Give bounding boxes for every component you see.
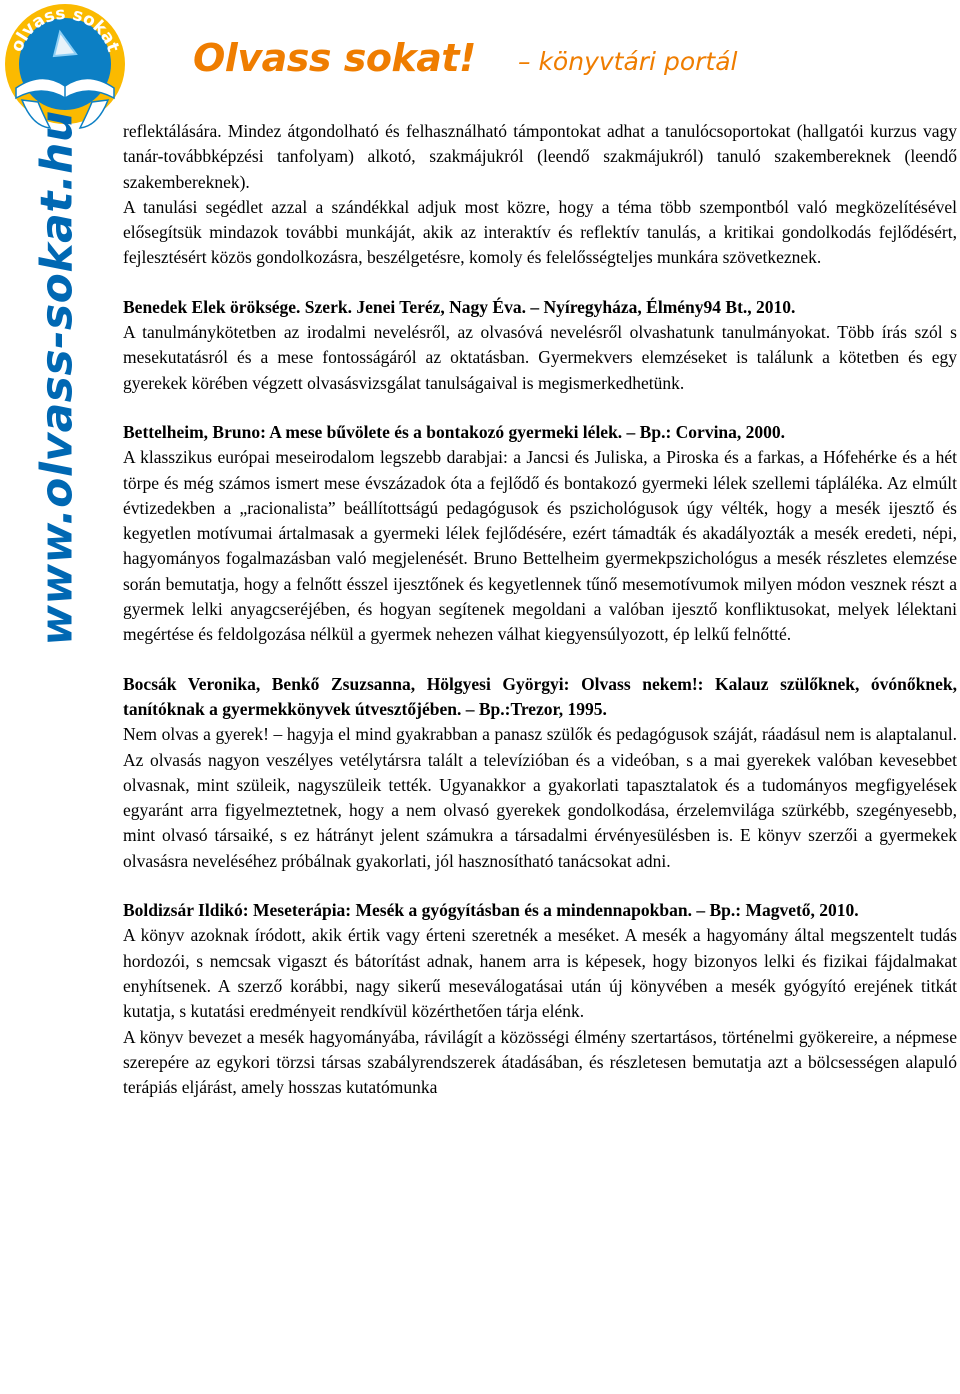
bibliography-entry: Benedek Elek öröksége. Szerk. Jenei Teréz, Nagy Éva. – Nyíregyháza, Élmény94 Bt., 2010. xyxy=(123,296,796,317)
portal-title: Olvass sokat! xyxy=(193,36,476,80)
bibliography-entry: Bettelheim, Bruno: A mese bűvölete és a bontakozó gyermeki lélek. – Bp.: Corvina, 2000. xyxy=(123,421,786,442)
logo-text: olvass sokat xyxy=(7,3,123,55)
document-body xyxy=(123,119,957,1100)
paragraph: A könyv azoknak íródott, akik értik vagy érteni szeretnék a meséket. A mesék a hagyomány által megszentelt tudás hordozói, s nemcsak vigaszt és bátorítást adnak, hanem arra is képesek, hogy bizonyos lelki és fizikai fájdalmakat enyhítsenek. A szerző korábbi, nagy sikerű meseválogatásai után új könyvében a mesék gyógyító erejének titkát kutatja, s kutatási eredményeit rendkívül közérthetően tárja elénk. xyxy=(123,925,957,1022)
bibliography-entry: Boldizsár Ildikó: Meseterápia: Mesék a gyógyításban és a mindennapokban. – Bp.: Magvető, 2010. xyxy=(123,900,859,921)
paragraph: reflektálására. Mindez átgondolható és felhasználható támpontokat adhat a tanulócsoportokat (hallgatói kurzus vagy tanár-továbbképzési tanfolyam) alkotó, szakmájukról (leendő szakmájukról) tanuló szakembereknek (leendő szakembereknek). xyxy=(123,121,957,192)
paragraph: A könyv bevezet a mesék hagyományába, rávilágít a közösségi élmény szertartásos, történelmi gyökereire, a népmese szerepére az egykori törzsi társas szabályrendszerek átadásában, és részletesen bemutatja azt a bölcsességen alapuló terápiás eljárást, amely hosszas kutatómunka xyxy=(123,1026,957,1098)
paragraph: A tanulmánykötetben az irodalmi nevelésről, az olvasóvá nevelésről olvashatunk tanulmányokat. Több írás szól s mesekutatásról és a mese fontosságáról az oktatásban. Gyermekvers elemzéseket is találunk a kötetben és egy gyerekek körében végzett olvasásvizsgálat tanulságaival is megismerkedhetünk. xyxy=(123,322,957,393)
paragraph: Nem olvas a gyerek! – hagyja el mind gyakrabban a panasz szülők és pedagógusok száját, ráadásul nem is alaptalanul. Az olvasás nagyon veszélyes vetélytársra talált a televízióban és a videóban, s a mai gyerekek valóban kevesebbet olvasnak, mint szüleik, nagyszüleik tették. Ugyanakkor a gyakorlati tapasztalatok és a tudományos megfigyelések egyaránt arra figyelmeztetnek, hogy a nem olvasó gyerekek gondolkodása, érzelemvilága szürkébb, szegényesebb, mint olvasó társaiké, s ez hátrányt jelent számukra a társadalmi érvényesülésben is. E könyv szerzői a gyermekek olvasásra neveléséhez próbálnak gyakorlati, jól hasznosítható tanácsokat adni. xyxy=(123,724,957,871)
side-url-text[interactable]: www.olvass-sokat.hu xyxy=(31,110,83,646)
paragraph: A klasszikus európai meseirodalom legszebb darabjai: a Jancsi és Juliska, a Piroska és a farkas, a Hófehérke és a hét törpe és még számos ismert mese évszázadok óta a fejlődő és bontakozó gyermeki lélek szellemi tápláléka. Az elmúlt évtizedekben a „racionalista” beállítottságú pedagógusok és pszichológusok úgy vélték, hogy a mesék ijesztő és kegyetlen motívumai ártalmasak a gyermeki lélek fejlődésére, ezért támadták és akadályozták a mesék eredeti, népi, hagyományos fogalmazásban való megjelenését. Bruno Bettelheim gyermekpszichológus a mesék részletes elemzése során bemutatja, hogy a felnőtt ésszel ijesztőnek és kegyetlennek tűnő mesemotívumok milyen módon vesznek részt a gyermek lelki anyagcseréjében, és hogyan segítenek megoldani a valóban ijesztő konfliktusokat, melyek lélektani megértése és feldolgozása nélkül a gyermek nehezen válhat kiegyensúlyozott, ép lelkű felnőtté. xyxy=(123,447,957,645)
paragraph: A tanulási segédlet azzal a szándékkal adjuk most közre, hogy a téma több szempontból való megközelítésével elősegítsük mindazok további munkáját, akik az interaktív és reflektív tanulás, a kritikai gondolkodás fejlődésért, fejlesztésért közös gondolkozásra, beszélgetésre, komoly és felelősségteljes munkára szövetkeznek. xyxy=(123,196,957,268)
bibliography-entry: Bocsák Veronika, Benkő Zsuzsanna, Hölgyesi Györgyi: Olvass nekem!: Kalauz szülőknek, óvónőknek, tanítóknak a gyermekkönyvek útvesztőjében. – Bp.:Trezor, 1995. xyxy=(123,673,957,719)
portal-subtitle: – könyvtári portál xyxy=(518,47,738,76)
